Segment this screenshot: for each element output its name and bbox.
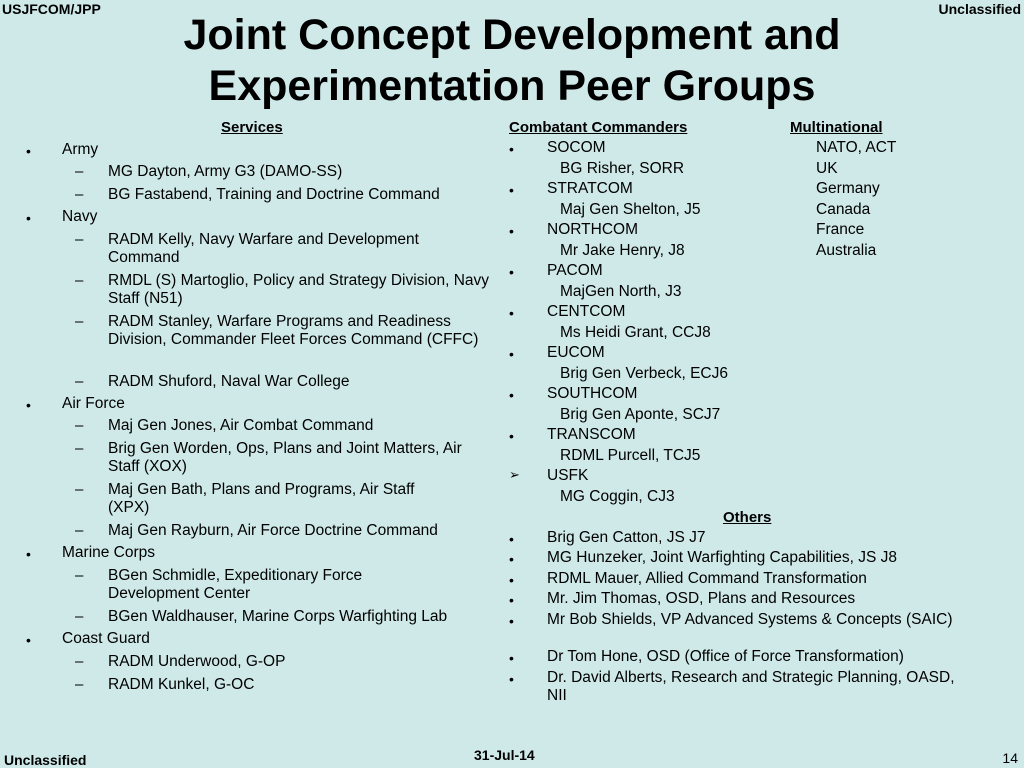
command-name: CENTCOM: [547, 303, 626, 320]
service-group-coast-guard: Coast Guard: [62, 630, 150, 647]
dash-icon: –: [75, 313, 84, 330]
dash-icon: –: [75, 417, 84, 434]
navy-item-1: RADM Kelly, Navy Warfare and Development Command: [108, 231, 419, 266]
coast-guard-item-2: RADM Kunkel, G-OC: [108, 676, 255, 693]
dash-icon: –: [75, 231, 84, 248]
coast-guard-item-1: RADM Underwood, G-OP: [108, 653, 286, 670]
dash-icon: –: [75, 522, 84, 539]
bullet-icon: •: [509, 650, 514, 666]
others-item: Mr Bob Shields, VP Advanced Systems & Concepts (SAIC): [547, 611, 953, 628]
command-person: BG Risher, SORR: [560, 160, 685, 177]
bullet-icon: •: [26, 210, 31, 226]
bullet-icon: •: [509, 182, 514, 198]
command-person: Maj Gen Shelton, J5: [560, 201, 701, 218]
navy-item-2: RMDL (S) Martoglio, Policy and Strategy Division, Navy Staff (N51): [108, 272, 490, 307]
multinational-heading: Multinational: [790, 119, 883, 136]
dash-icon: –: [75, 567, 84, 584]
services-heading: Services: [221, 119, 283, 136]
multinational-item: NATO, ACT: [816, 139, 897, 156]
service-group-air-force: Air Force: [62, 395, 125, 412]
marine-corps-item-1: BGen Schmidle, Expeditionary Force Development Center: [108, 567, 363, 602]
others-item: MG Hunzeker, Joint Warfighting Capabilities, JS J8: [547, 549, 898, 566]
command-name: EUCOM: [547, 344, 605, 361]
air-force-item-4: Maj Gen Rayburn, Air Force Doctrine Command: [108, 522, 438, 539]
army-item-2: BG Fastabend, Training and Doctrine Command: [108, 186, 440, 203]
command-person: Brig Gen Verbeck, ECJ6: [560, 365, 728, 382]
others-item: Mr. Jim Thomas, OSD, Plans and Resources: [547, 590, 856, 607]
dash-icon: –: [75, 373, 84, 390]
others-heading: Others: [723, 509, 772, 526]
bullet-icon: •: [509, 223, 514, 239]
bullet-icon: •: [509, 671, 514, 687]
bullet-icon: •: [509, 346, 514, 362]
bullet-icon: •: [509, 613, 514, 629]
bullet-icon: •: [26, 546, 31, 562]
others-item: Brig Gen Catton, JS J7: [547, 529, 706, 546]
command-person: Brig Gen Aponte, SCJ7: [560, 406, 721, 423]
multinational-item: Germany: [816, 180, 880, 197]
air-force-item-2: Brig Gen Worden, Ops, Plans and Joint Matters, Air Staff (XOX): [108, 440, 462, 475]
bullet-icon: •: [509, 305, 514, 321]
slide-title: [0, 10, 1024, 112]
dash-icon: –: [75, 481, 84, 498]
service-group-army: Army: [62, 141, 99, 158]
dash-icon: –: [75, 653, 84, 670]
footer-classification: Unclassified: [4, 752, 87, 768]
combatant-heading: Combatant Commanders: [509, 119, 688, 136]
army-item-1: MG Dayton, Army G3 (DAMO-SS): [108, 163, 343, 180]
air-force-item-3: Maj Gen Bath, Plans and Programs, Air Staff (XPX): [108, 481, 415, 516]
command-name: TRANSCOM: [547, 426, 636, 443]
command-name: STRATCOM: [547, 180, 633, 197]
command-name: NORTHCOM: [547, 221, 638, 238]
command-name: USFK: [547, 467, 589, 484]
title-line-2: Experimentation Peer Groups: [208, 62, 816, 110]
others-item: RDML Mauer, Allied Command Transformation: [547, 570, 867, 587]
bullet-icon: •: [509, 531, 514, 547]
navy-item-3: RADM Stanley, Warfare Programs and Readiness Division, Commander Fleet Forces Command (CFFC): [108, 313, 479, 348]
dash-icon: –: [75, 186, 84, 203]
multinational-item: Australia: [816, 242, 877, 259]
command-person: Mr Jake Henry, J8: [560, 242, 685, 259]
air-force-item-1: Maj Gen Jones, Air Combat Command: [108, 417, 374, 434]
dash-icon: –: [75, 440, 84, 457]
dash-icon: –: [75, 163, 84, 180]
service-group-navy: Navy: [62, 208, 98, 225]
bullet-icon: •: [26, 632, 31, 648]
title-line-1: Joint Concept Development and: [183, 11, 841, 59]
service-group-marine-corps: Marine Corps: [62, 544, 156, 561]
command-person: Ms Heidi Grant, CCJ8: [560, 324, 711, 341]
bullet-icon: •: [509, 551, 514, 567]
bullet-icon: •: [509, 428, 514, 444]
page-number: 14: [1002, 750, 1018, 766]
bullet-icon: •: [509, 592, 514, 608]
dash-icon: –: [75, 676, 84, 693]
arrow-bullet-icon: ➢: [509, 467, 520, 482]
bullet-icon: •: [509, 264, 514, 280]
multinational-item: UK: [816, 160, 838, 177]
others-item: Dr. David Alberts, Research and Strategic Planning, OASD, NII: [547, 669, 955, 704]
command-name: PACOM: [547, 262, 603, 279]
bullet-icon: •: [509, 572, 514, 588]
bullet-icon: •: [26, 397, 31, 413]
others-item: Dr Tom Hone, OSD (Office of Force Transformation): [547, 648, 904, 665]
footer-date: 31-Jul-14: [474, 747, 535, 763]
command-name: SOUTHCOM: [547, 385, 638, 402]
bullet-icon: •: [509, 387, 514, 403]
command-person: MajGen North, J3: [560, 283, 682, 300]
header-left-label: USJFCOM/JPP: [2, 1, 101, 17]
multinational-item: France: [816, 221, 865, 238]
command-person: MG Coggin, CJ3: [560, 488, 675, 505]
header-classification: Unclassified: [938, 1, 1021, 17]
dash-icon: –: [75, 608, 84, 625]
multinational-item: Canada: [816, 201, 871, 218]
bullet-icon: •: [509, 141, 514, 157]
navy-item-4: RADM Shuford, Naval War College: [108, 373, 350, 390]
marine-corps-item-2: BGen Waldhauser, Marine Corps Warfighting Lab: [108, 608, 448, 625]
bullet-icon: •: [26, 143, 31, 159]
command-person: RDML Purcell, TCJ5: [560, 447, 701, 464]
dash-icon: –: [75, 272, 84, 289]
command-name: SOCOM: [547, 139, 606, 156]
